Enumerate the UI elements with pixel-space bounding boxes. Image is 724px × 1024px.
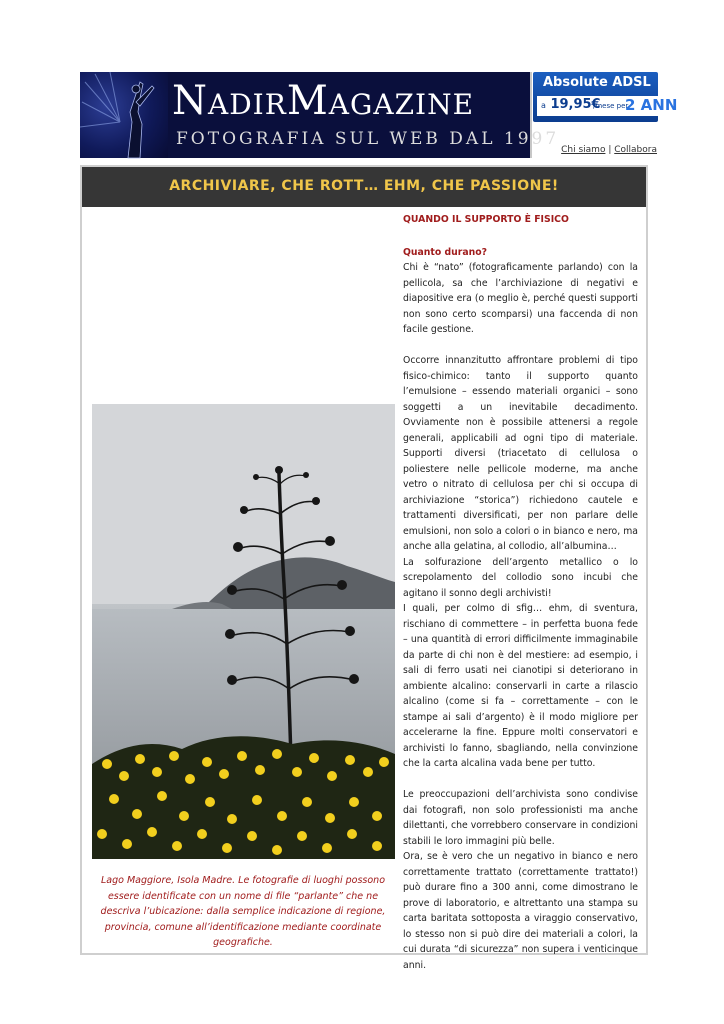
ad-price bbox=[541, 97, 601, 112]
photo-caption: Lago Maggiore, Isola Madre. Le fotografie di luoghi possono essere identificate con un nome di file “parlante” che ne descriva l’ubicazione: dalla semplice indicazione di regione, provincia, comune all’identificazione mediante coordinate geografiche. bbox=[100, 875, 386, 948]
magazine-name: NadirMagazine bbox=[172, 78, 475, 124]
adsl-ad-banner[interactable] bbox=[533, 72, 678, 122]
article-paragraph: Occorre innanzitutto affrontare problemi di tipo fisico-chimico: tanto il supporto quanto l’emulsione – essendo materiali organici – sono soggetti a un inevitabile decadimento. Ovviamente non è possibile attenersi a regole generali, applicabili ad ogni tipo di materiale. Supporti diversi (triacetato di cellulosa o poliestere nelle pellicole moderne, ma anche vetro o nitrato di cellulosa per chi si occupa di archiviazione “storica”) richiedono cautele e trattamenti diversificati, per non parlare delle emulsioni, non solo a colori o in bianco e nero, ma anche alla gelatina, al collodio, all’albumina… bbox=[403, 355, 638, 552]
article-title-bar bbox=[82, 167, 646, 207]
article-paragraph: Chi è “nato” (fotograficamente parlando) con la pellicola, sa che l’archiviazione di negativi e diapositive era (o meglio è, perché questi supporti non sono certo scomparsi) una faccenda di non facile gestione. bbox=[403, 262, 638, 335]
article-title: ARCHIVIARE, CHE ROTT… EHM, CHE PASSIONE! bbox=[169, 178, 559, 194]
top-nav-links bbox=[530, 145, 657, 155]
ad-years: 2 ANN bbox=[625, 96, 678, 114]
chi-siamo-link[interactable]: Chi siamo bbox=[561, 145, 606, 155]
article-paragraph: La solfurazione dell’argento metallico o lo screpolamento del collodio sono incubi che agitano il sonno degli archivisti! bbox=[403, 556, 638, 599]
article-frame bbox=[80, 165, 648, 971]
section-heading: QUANDO IL SUPPORTO È FISICO bbox=[403, 214, 569, 225]
collabora-link[interactable]: Collabora bbox=[614, 145, 657, 155]
sub-heading: Quanto durano? bbox=[403, 246, 488, 258]
ad-price-value: 19,95€ bbox=[550, 97, 601, 112]
magazine-banner[interactable] bbox=[80, 72, 560, 158]
ad-price-prefix: a bbox=[541, 101, 546, 110]
article-text-column bbox=[403, 212, 638, 973]
ad-title: Absolute ADSL bbox=[543, 75, 651, 90]
nav-separator: | bbox=[608, 145, 612, 155]
ad-per: /mese per bbox=[593, 102, 629, 110]
ad-price-row bbox=[537, 96, 678, 116]
magazine-tagline: FOTOGRAFIA SUL WEB DAL 1997 bbox=[176, 129, 560, 149]
lake-agave-photo bbox=[92, 404, 395, 859]
article-paragraph: I quali, per colmo di sfig… ehm, di sventura, rischiano di commettere – in perfetta buona fede – una quantità di errori difficilmente immaginabile da parte di chi non è del mestiere: ad esempio, i sali di ferro usati nei cianotipi si deteriorano in ambiente alcalino: conservarli in carte a rilascio alcalino (come si fa – correttamente – con le stampe ai sali d’argento) è il modo migliore per accelerarne la fine. Eppure molti conservatori e archivisti lo fanno, sbagliando, nella convinzione che la carta alcalina vada bene per tutto. bbox=[403, 603, 638, 769]
article-paragraph: Le preoccupazioni dell’archivista sono condivise dai fotografi, non solo professionisti ma anche dilettanti, che vorrebbero conservare in condizioni stabili le loro immagini più belle. bbox=[403, 789, 638, 847]
sculpture-logo-icon bbox=[80, 72, 168, 158]
article-paragraph: Ora, se è vero che un negativo in bianco e nero correttamente trattato (correttamente trattato!) può durare fino a 300 anni, come dimostrano le prove di laboratorio, e altrettanto una stampa su carta baritata sottoposta a viraggio conservativo, lo stesso non si può dire dei materiali a colori, la cui durata “di sicurezza” non supera i venticinque anni. bbox=[403, 851, 638, 971]
